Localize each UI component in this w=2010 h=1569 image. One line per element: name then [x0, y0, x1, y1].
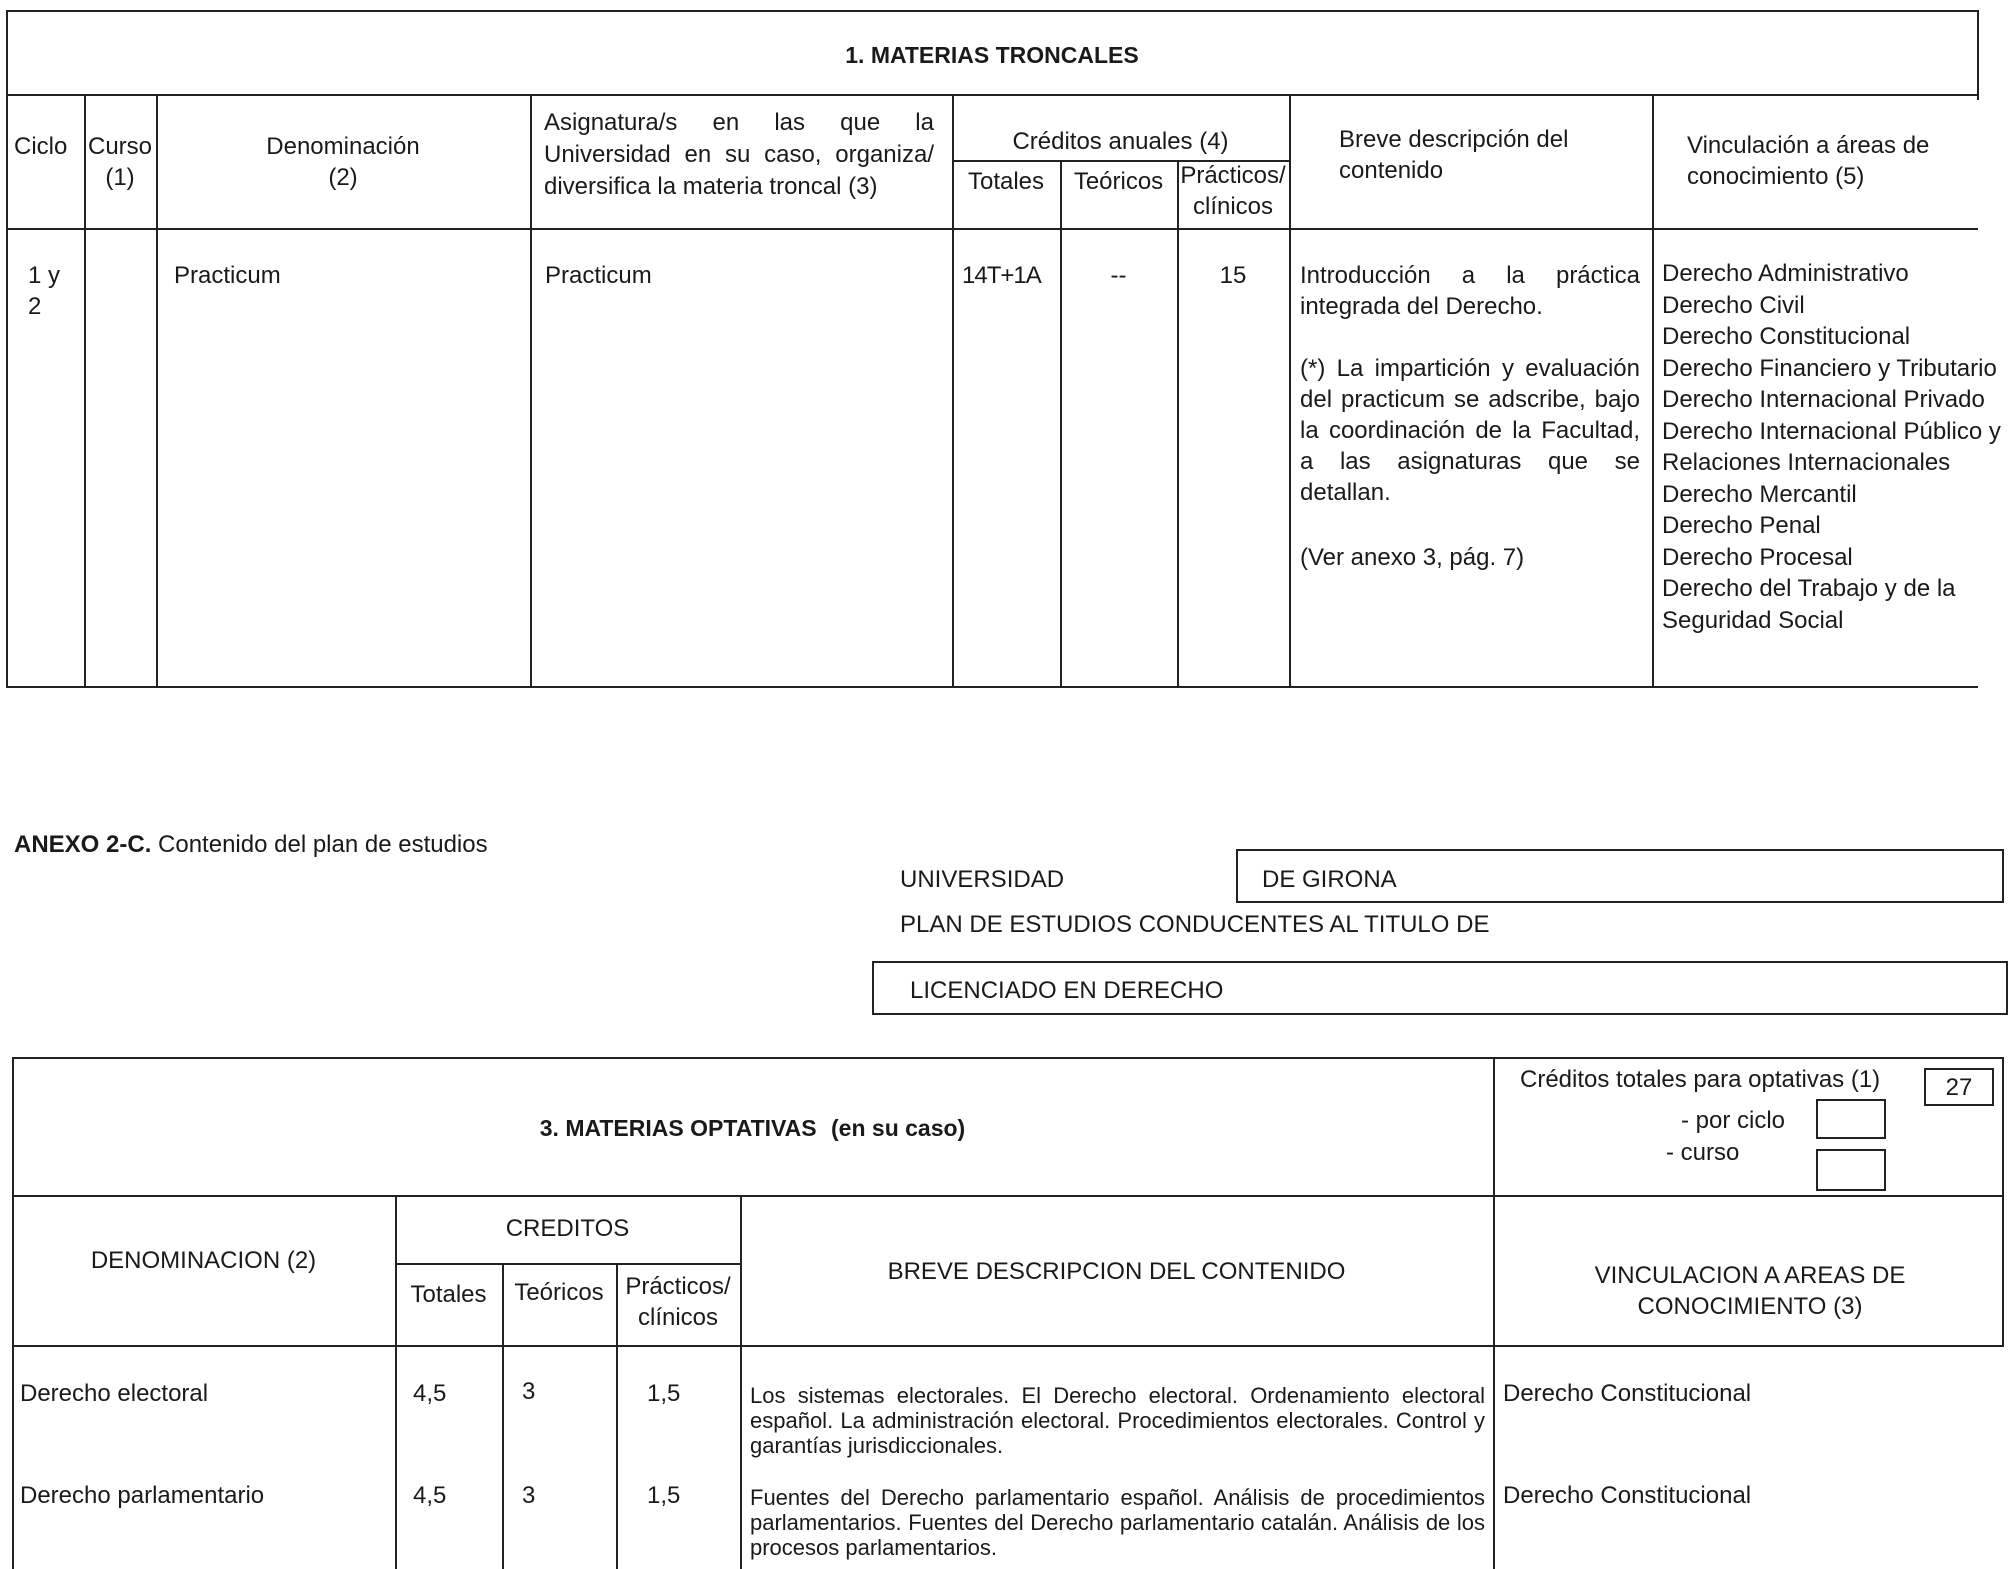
row-totales: 14T+1A [962, 262, 1041, 289]
col-sep-breve [1289, 94, 1291, 686]
header-curso: Curso [87, 133, 153, 160]
table-border-bottom [6, 686, 1978, 688]
header-totales: Totales [967, 168, 1045, 195]
area-item: Derecho Procesal [1662, 543, 1853, 571]
row-denominacion: Practicum [174, 262, 281, 289]
header-denominacion-note: (2) [328, 164, 358, 191]
anexo-label: ANEXO 2-C. [14, 831, 152, 858]
opt-row-area: Derecho Constitucional [1503, 1482, 1752, 1509]
opt-row-teoricos: 3 [522, 1482, 536, 1509]
curso-box [1816, 1149, 1886, 1191]
header-teoricos: Teóricos [1073, 168, 1164, 195]
opt-border-top [12, 1057, 2004, 1059]
opt-row-practicos: 1,5 [647, 1482, 681, 1509]
row-ciclo: 1 y 2 [28, 262, 61, 320]
optativas-title-main: 3. MATERIAS OPTATIVAS [539, 1115, 817, 1141]
opt-col-sep-vinculacion [1493, 1057, 1495, 1569]
opt-header-separator [12, 1345, 2004, 1347]
opt-row-totales: 4,5 [413, 1380, 447, 1407]
area-item: Derecho Civil [1662, 291, 1805, 319]
col-sep-practicos [1177, 160, 1179, 686]
col-sep-teoricos [1060, 160, 1062, 686]
anexo-line [14, 829, 488, 860]
header-practicos: Prácticos/ clínicos [1180, 162, 1286, 220]
opt-border-right [2002, 1057, 2004, 1347]
header-separator [6, 228, 1978, 230]
row-practicos: 15 [1219, 262, 1247, 289]
opt-row-area: Derecho Constitucional [1503, 1380, 1752, 1407]
opt-header-breve: BREVE DESCRIPCION DEL CONTENIDO [887, 1258, 1346, 1285]
opt-row-totales: 4,5 [413, 1482, 447, 1509]
plan-label: PLAN DE ESTUDIOS CONDUCENTES AL TITULO DE [900, 911, 1490, 938]
troncales-title: 1. MATERIAS TRONCALES [845, 42, 1139, 68]
table-border-left [6, 10, 8, 688]
header-curso-note: (1) [105, 164, 135, 191]
optativas-title-suffix: (en su caso) [831, 1115, 966, 1141]
opt-row-descripcion: Los sistemas electorales. El Derecho electoral. Ordenamiento electoral español. La administración electoral. Procedimientos electorales. Control y garantías jurisdiccionales. [750, 1383, 1485, 1458]
titulo-value: LICENCIADO EN DERECHO [910, 977, 1224, 1004]
row-asignatura: Practicum [545, 262, 652, 289]
opt-col-sep-breve [740, 1195, 742, 1569]
area-item: Derecho Internacional Público y Relaciones Internacionales [1662, 417, 2001, 476]
opt-row-denominacion: Derecho electoral [20, 1380, 209, 1407]
optativas-title [12, 1113, 1493, 1144]
opt-col-sep-teoricos [502, 1263, 504, 1569]
opt-creditos-subheader-line [395, 1263, 740, 1265]
title-separator [6, 94, 1978, 96]
header-asignaturas: Asignatura/s en las que la Universidad en su caso, organiza/ diversifica la materia troncal (3) [544, 109, 934, 200]
row-teoricos: -- [1110, 262, 1127, 289]
area-item: Derecho Mercantil [1662, 480, 1857, 508]
area-item: Derecho Penal [1662, 512, 1821, 539]
area-item: Derecho del Trabajo y de la Seguridad Social [1662, 575, 1956, 634]
opt-row-teoricos: 3 [522, 1378, 536, 1405]
header-breve: Breve descripción del contenido [1339, 126, 1569, 184]
opt-row-denominacion: Derecho parlamentario [20, 1482, 265, 1509]
row-descripcion-2: (*) La impartición y evaluación del practicum se adscribe, bajo la coordinación de la Facultad, a las asignaturas que se detallan. [1300, 355, 1640, 506]
area-item: Derecho Constitucional [1662, 323, 1911, 350]
opt-header-denominacion: DENOMINACION (2) [90, 1247, 317, 1274]
area-item: Derecho Financiero y Tributario [1662, 354, 1997, 382]
row-areas-list [1662, 258, 2004, 636]
opt-header-practicos: Prácticos/ clínicos [625, 1273, 731, 1331]
area-item: Derecho Administrativo [1662, 260, 1909, 287]
row-descripcion-3: (Ver anexo 3, pág. 7) [1300, 544, 1525, 571]
header-creditos: Créditos anuales (4) [1012, 128, 1229, 155]
opt-header-teoricos: Teóricos [514, 1279, 604, 1306]
header-vinculacion: Vinculación a áreas de conocimiento (5) [1687, 132, 1930, 190]
opt-col-sep-totales [395, 1195, 397, 1569]
opt-row-descripcion: Fuentes del Derecho parlamentario español. Análisis de procedimientos parlamentarios. Fuentes del Derecho parlamentario catalán. Análisis de los procesos parlamentarios. [750, 1485, 1485, 1560]
table-border-top [6, 10, 1978, 12]
universidad-label: UNIVERSIDAD [900, 866, 1065, 893]
opt-header-vinculacion: VINCULACION A AREAS DE CONOCIMIENTO (3) [1594, 1262, 1906, 1320]
opt-row-practicos: 1,5 [647, 1380, 681, 1407]
opt-header-creditos: CREDITOS [505, 1215, 630, 1242]
anexo-text: Contenido del plan de estudios [158, 831, 488, 858]
col-sep-asignatura [530, 94, 532, 686]
por-ciclo-box [1816, 1099, 1886, 1139]
area-item: Derecho Internacional Privado [1662, 386, 1985, 413]
opt-header-totales: Totales [410, 1281, 487, 1308]
creditos-totales-label: Créditos totales para optativas (1) [1520, 1066, 1881, 1093]
curso-label: - curso [1666, 1139, 1740, 1166]
row-descripcion-1: Introducción a la práctica integrada del Derecho. [1300, 262, 1640, 320]
creditos-totales-value: 27 [1945, 1074, 1973, 1101]
col-sep-vinculacion [1652, 94, 1654, 686]
opt-title-separator [12, 1195, 2004, 1197]
header-ciclo: Ciclo [14, 133, 68, 160]
header-denominacion: Denominación [266, 133, 420, 160]
universidad-value: DE GIRONA [1262, 866, 1397, 893]
por-ciclo-label: - por ciclo [1681, 1107, 1786, 1134]
